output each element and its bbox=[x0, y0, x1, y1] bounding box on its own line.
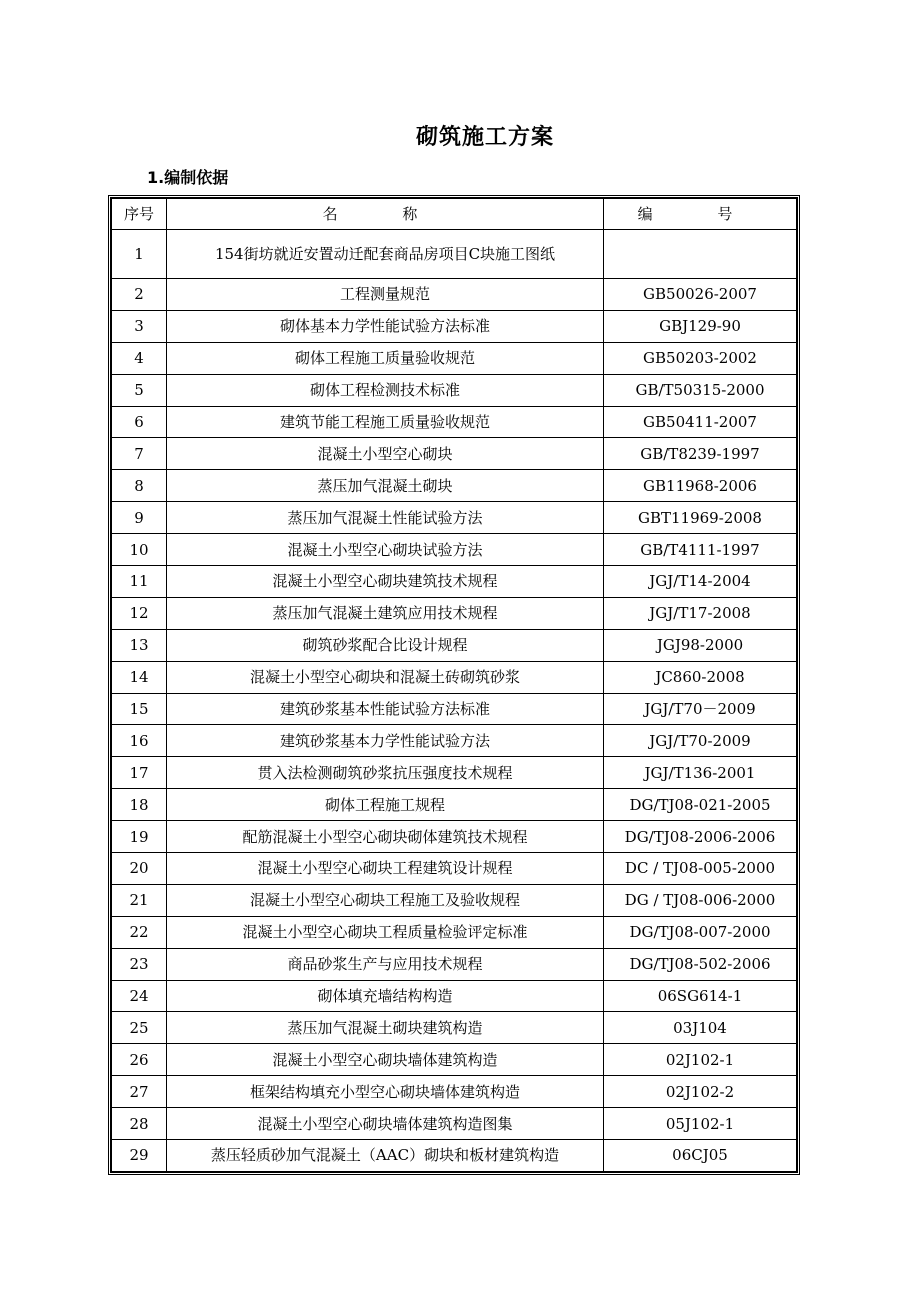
cell-code: JGJ/T17-2008 bbox=[604, 597, 797, 629]
table-row bbox=[112, 629, 797, 661]
cell-name: 配筋混凝土小型空心砌块砌体建筑技术规程 bbox=[167, 821, 604, 853]
section-heading: 1.编制依据 bbox=[147, 168, 229, 187]
cell-no: 9 bbox=[112, 502, 167, 534]
table-row bbox=[112, 853, 797, 885]
cell-name: 砌体基本力学性能试验方法标准 bbox=[167, 310, 604, 342]
header-name: 名 称 bbox=[167, 199, 604, 230]
table-row bbox=[112, 725, 797, 757]
cell-no: 19 bbox=[112, 821, 167, 853]
table-row bbox=[112, 279, 797, 311]
cell-no: 17 bbox=[112, 757, 167, 789]
cell-no: 28 bbox=[112, 1108, 167, 1140]
table-row bbox=[112, 502, 797, 534]
cell-code: 02J102-2 bbox=[604, 1076, 797, 1108]
cell-no: 25 bbox=[112, 1012, 167, 1044]
cell-code: DG/TJ08-021-2005 bbox=[604, 789, 797, 821]
cell-no: 20 bbox=[112, 853, 167, 885]
cell-no: 7 bbox=[112, 438, 167, 470]
table-row bbox=[112, 1044, 797, 1076]
table-row bbox=[112, 661, 797, 693]
cell-no: 10 bbox=[112, 534, 167, 566]
cell-name: 蒸压加气混凝土砌块建筑构造 bbox=[167, 1012, 604, 1044]
table-row bbox=[112, 757, 797, 789]
table-row bbox=[112, 948, 797, 980]
cell-no: 15 bbox=[112, 693, 167, 725]
cell-name: 砌体工程施工规程 bbox=[167, 789, 604, 821]
cell-code: JGJ/T14-2004 bbox=[604, 566, 797, 598]
cell-name: 框架结构填充小型空心砌块墙体建筑构造 bbox=[167, 1076, 604, 1108]
cell-name: 砌筑砂浆配合比设计规程 bbox=[167, 629, 604, 661]
cell-code: GB50026-2007 bbox=[604, 279, 797, 311]
cell-no: 3 bbox=[112, 310, 167, 342]
cell-no: 4 bbox=[112, 342, 167, 374]
table-row bbox=[112, 693, 797, 725]
cell-code: JGJ/T136-2001 bbox=[604, 757, 797, 789]
cell-no: 18 bbox=[112, 789, 167, 821]
cell-code: GBT11969-2008 bbox=[604, 502, 797, 534]
cell-name: 建筑砂浆基本力学性能试验方法 bbox=[167, 725, 604, 757]
cell-name: 商品砂浆生产与应用技术规程 bbox=[167, 948, 604, 980]
standards-table bbox=[108, 195, 800, 1175]
cell-name: 砌体填充墙结构构造 bbox=[167, 980, 604, 1012]
cell-code: JGJ/T70-2009 bbox=[604, 725, 797, 757]
cell-no: 24 bbox=[112, 980, 167, 1012]
cell-no: 2 bbox=[112, 279, 167, 311]
cell-name: 工程测量规范 bbox=[167, 279, 604, 311]
table-row bbox=[112, 884, 797, 916]
document-title: 砌筑施工方案 bbox=[415, 125, 554, 150]
cell-no: 6 bbox=[112, 406, 167, 438]
table-row bbox=[112, 789, 797, 821]
cell-no: 8 bbox=[112, 470, 167, 502]
cell-no: 11 bbox=[112, 566, 167, 598]
cell-code: GB/T50315-2000 bbox=[604, 374, 797, 406]
cell-name: 混凝土小型空心砌块试验方法 bbox=[167, 534, 604, 566]
cell-name: 蒸压加气混凝土建筑应用技术规程 bbox=[167, 597, 604, 629]
cell-no: 23 bbox=[112, 948, 167, 980]
table-row bbox=[112, 1140, 797, 1172]
cell-name: 蒸压加气混凝土砌块 bbox=[167, 470, 604, 502]
cell-code: DG/TJ08-502-2006 bbox=[604, 948, 797, 980]
cell-code: JC860-2008 bbox=[604, 661, 797, 693]
cell-no: 5 bbox=[112, 374, 167, 406]
cell-name: 建筑砂浆基本性能试验方法标准 bbox=[167, 693, 604, 725]
cell-name: 砌体工程检测技术标准 bbox=[167, 374, 604, 406]
table-header-row bbox=[112, 199, 797, 230]
cell-code: 05J102-1 bbox=[604, 1108, 797, 1140]
cell-name: 砌体工程施工质量验收规范 bbox=[167, 342, 604, 374]
cell-name: 混凝土小型空心砌块建筑技术规程 bbox=[167, 566, 604, 598]
cell-code: GB50411-2007 bbox=[604, 406, 797, 438]
cell-no: 14 bbox=[112, 661, 167, 693]
table-row bbox=[112, 566, 797, 598]
table-row bbox=[112, 342, 797, 374]
cell-no: 26 bbox=[112, 1044, 167, 1076]
cell-no: 27 bbox=[112, 1076, 167, 1108]
cell-name: 蒸压轻质砂加气混凝土（AAC）砌块和板材建筑构造 bbox=[167, 1140, 604, 1172]
table-body bbox=[112, 230, 797, 1172]
table-row bbox=[112, 406, 797, 438]
cell-name: 混凝土小型空心砌块和混凝土砖砌筑砂浆 bbox=[167, 661, 604, 693]
cell-no: 13 bbox=[112, 629, 167, 661]
cell-code: GB/T4111-1997 bbox=[604, 534, 797, 566]
table-row bbox=[112, 470, 797, 502]
cell-code: 06SG614-1 bbox=[604, 980, 797, 1012]
table-row bbox=[112, 230, 797, 279]
table-row bbox=[112, 534, 797, 566]
cell-name: 混凝土小型空心砌块工程施工及验收规程 bbox=[167, 884, 604, 916]
cell-code: GB11968-2006 bbox=[604, 470, 797, 502]
cell-code: GB/T8239-1997 bbox=[604, 438, 797, 470]
table-row bbox=[112, 1012, 797, 1044]
cell-name: 混凝土小型空心砌块 bbox=[167, 438, 604, 470]
table-row bbox=[112, 597, 797, 629]
cell-name: 贯入法检测砌筑砂浆抗压强度技术规程 bbox=[167, 757, 604, 789]
cell-no: 12 bbox=[112, 597, 167, 629]
cell-no: 1 bbox=[112, 230, 167, 279]
cell-name: 混凝土小型空心砌块墙体建筑构造 bbox=[167, 1044, 604, 1076]
cell-code: GB50203-2002 bbox=[604, 342, 797, 374]
cell-name: 混凝土小型空心砌块工程质量检验评定标准 bbox=[167, 916, 604, 948]
cell-name: 混凝土小型空心砌块工程建筑设计规程 bbox=[167, 853, 604, 885]
cell-code: JGJ98-2000 bbox=[604, 629, 797, 661]
table-row bbox=[112, 310, 797, 342]
cell-code: JGJ/T70－2009 bbox=[604, 693, 797, 725]
cell-name: 混凝土小型空心砌块墙体建筑构造图集 bbox=[167, 1108, 604, 1140]
cell-code: DC / TJ08-005-2000 bbox=[604, 853, 797, 885]
table-row bbox=[112, 980, 797, 1012]
cell-no: 21 bbox=[112, 884, 167, 916]
table-row bbox=[112, 374, 797, 406]
header-code: 编 号 bbox=[604, 199, 797, 230]
cell-code: DG/TJ08-2006-2006 bbox=[604, 821, 797, 853]
cell-code bbox=[604, 230, 797, 279]
cell-no: 29 bbox=[112, 1140, 167, 1172]
cell-name: 建筑节能工程施工质量验收规范 bbox=[167, 406, 604, 438]
cell-no: 16 bbox=[112, 725, 167, 757]
table-row bbox=[112, 1076, 797, 1108]
cell-no: 22 bbox=[112, 916, 167, 948]
header-no: 序号 bbox=[112, 199, 167, 230]
cell-name: 蒸压加气混凝土性能试验方法 bbox=[167, 502, 604, 534]
cell-code: DG / TJ08-006-2000 bbox=[604, 884, 797, 916]
cell-code: 03J104 bbox=[604, 1012, 797, 1044]
table-row bbox=[112, 1108, 797, 1140]
cell-code: 02J102-1 bbox=[604, 1044, 797, 1076]
table-row bbox=[112, 916, 797, 948]
table-row bbox=[112, 438, 797, 470]
cell-name: 154街坊就近安置动迁配套商品房项目C块施工图纸 bbox=[167, 230, 604, 279]
table-row bbox=[112, 821, 797, 853]
cell-code: DG/TJ08-007-2000 bbox=[604, 916, 797, 948]
cell-code: GBJ129-90 bbox=[604, 310, 797, 342]
cell-code: 06CJ05 bbox=[604, 1140, 797, 1172]
